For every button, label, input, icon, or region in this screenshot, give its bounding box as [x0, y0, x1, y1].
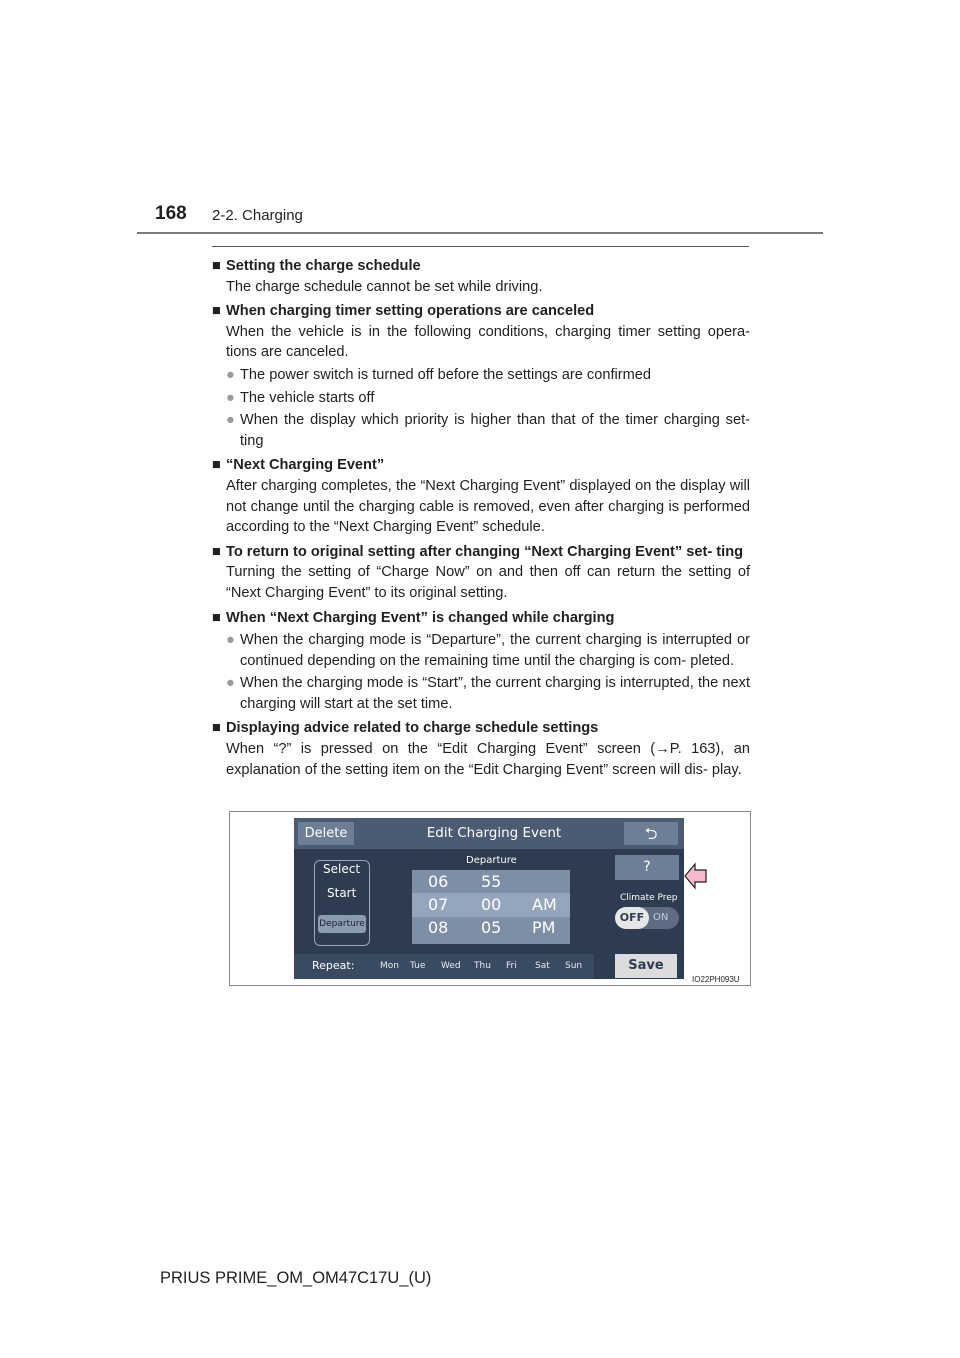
note-heading: When “Next Charging Event” is changed while charging [226, 609, 615, 626]
circle-bullet-icon: ● [226, 366, 235, 383]
departure-option[interactable]: Departure [318, 915, 366, 933]
back-icon[interactable]: ⮌ [624, 822, 678, 845]
help-button[interactable]: ? [615, 855, 679, 880]
square-bullet-icon: ■ [212, 720, 221, 737]
edit-charging-event-screen [294, 818, 684, 979]
bullet-text: When the charging mode is “Departure”, the current charging is interrupted or continued depending on the remaining time until the charging is com- pleted. [240, 632, 750, 669]
meridiem-value[interactable]: AM [532, 895, 557, 914]
circle-bullet-icon: ● [226, 675, 235, 692]
bullet-text: The power switch is turned off before the settings are confirmed [240, 366, 651, 383]
minute-value[interactable]: 55 [481, 872, 502, 891]
bullet-text: When the charging mode is “Start”, the current charging is interrupted, the next charging will start at the set time. [240, 675, 750, 712]
day-fri[interactable]: Fri [506, 961, 517, 971]
note-body: The charge schedule cannot be set while driving. [226, 278, 543, 295]
minute-value[interactable]: 00 [481, 895, 502, 914]
top-rule [212, 246, 749, 247]
delete-button[interactable]: Delete [298, 822, 354, 845]
square-bullet-icon: ■ [212, 457, 221, 474]
day-sat[interactable]: Sat [535, 961, 550, 971]
minute-value[interactable]: 05 [481, 918, 502, 937]
day-sun[interactable]: Sun [565, 961, 583, 971]
square-bullet-icon: ■ [212, 303, 221, 320]
header-rule [137, 232, 823, 234]
square-bullet-icon: ■ [212, 609, 221, 626]
climate-prep-label: Climate Prep [620, 893, 678, 903]
footer-code: PRIUS PRIME_OM_OM47C17U_(U) [160, 1269, 432, 1287]
circle-bullet-icon: ● [226, 389, 235, 406]
note-heading: When charging timer setting operations are canceled [226, 303, 595, 320]
day-mon[interactable]: Mon [380, 961, 399, 971]
toggle-off-label[interactable]: OFF [615, 907, 649, 929]
note-changed-while-charging [212, 608, 750, 715]
edit-charging-event-figure [229, 811, 751, 986]
note-displaying-advice [212, 718, 750, 780]
pointer-arrow-shape [685, 864, 706, 888]
note-heading: “Next Charging Event” [226, 457, 385, 474]
toggle-on-label[interactable]: ON [653, 912, 669, 923]
note-return-original [212, 542, 750, 604]
note-charge-schedule [212, 256, 750, 297]
pointer-arrow-icon [684, 859, 708, 893]
circle-bullet-icon: ● [226, 412, 235, 429]
select-label: Select [323, 862, 361, 876]
bullet-text: The vehicle starts off [240, 389, 375, 406]
repeat-label: Repeat: [312, 959, 355, 972]
save-button[interactable]: Save [615, 954, 677, 978]
day-thu[interactable]: Thu [474, 961, 491, 971]
note-body: Turning the setting of “Charge Now” on and then off can return the setting of “Next Charging Event” to its original setting. [226, 564, 750, 601]
note-timer-canceled [212, 301, 750, 451]
note-body: When “?” is pressed on the “Edit Charging Event” screen (→P. 163), an explanation of the setting item on the “Edit Charging Event” screen will dis- play. [226, 741, 750, 778]
hour-value[interactable]: 06 [428, 872, 449, 891]
start-option[interactable]: Start [327, 886, 357, 900]
day-wed[interactable]: Wed [441, 961, 461, 971]
note-body: After charging completes, the “Next Charging Event” displayed on the display will not change until the charging cable is removed, even after charging is performed according to the “Next Charging Event” schedule. [226, 477, 750, 536]
note-heading: To return to original setting after changing “Next Charging Event” set- ting [226, 543, 744, 560]
section-title: 2-2. Charging [212, 207, 303, 224]
note-next-charging-event [212, 455, 750, 537]
bullet-text: When the display which priority is higher than that of the timer charging set- ting [240, 412, 750, 449]
figure-code: IO22PH093U [692, 975, 740, 984]
note-heading: Setting the charge schedule [226, 258, 421, 274]
departure-label: Departure [466, 855, 517, 866]
square-bullet-icon: ■ [212, 543, 221, 560]
square-bullet-icon: ■ [212, 258, 221, 274]
screen-title: Edit Charging Event [426, 825, 562, 841]
hour-value[interactable]: 07 [428, 895, 449, 914]
hour-value[interactable]: 08 [428, 918, 449, 937]
day-tue[interactable]: Tue [410, 961, 426, 971]
note-heading: Displaying advice related to charge schedule settings [226, 720, 599, 737]
page-number: 168 [155, 203, 187, 224]
content [212, 254, 750, 780]
circle-bullet-icon: ● [226, 632, 235, 649]
note-body: When the vehicle is in the following conditions, charging timer setting opera- tions are canceled. [226, 323, 750, 361]
meridiem-value[interactable]: PM [532, 918, 556, 937]
